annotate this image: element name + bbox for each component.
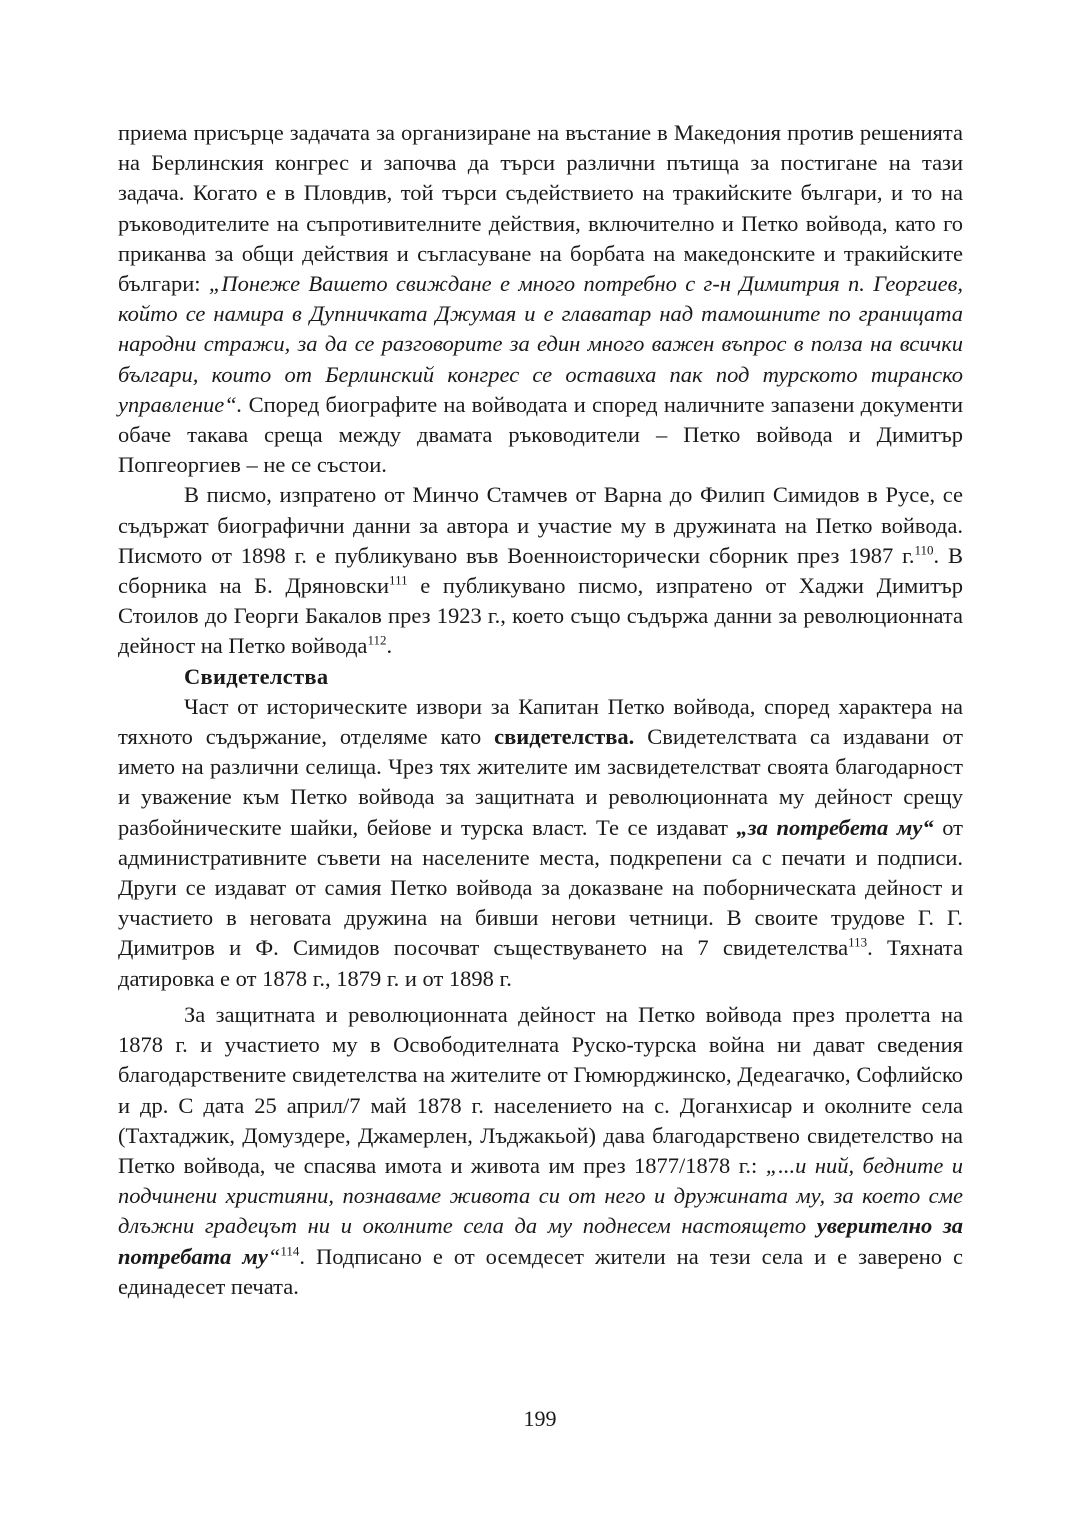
paragraph-1-text-end: Според биографите на войводата и според наличните запазени документи обаче такава среща между двамата ръководители – Петко войвода и Димитър Попгеоргиев – не се състои. — [118, 391, 963, 478]
page-body — [118, 118, 963, 1302]
paragraph-2 — [118, 480, 963, 661]
paragraph-3-text: Част от историческите извори за Капитан Петко войвода, според характера на тяхното съдържание, отделяме като — [118, 693, 963, 750]
paragraph-1 — [118, 118, 963, 480]
paragraph-3-text-4: . Тяхната датировка е от 1878 г., 1879 г. и от 1898 г. — [118, 935, 963, 991]
paragraph-3 — [118, 692, 963, 994]
footnote-ref-113: 113 — [848, 934, 868, 950]
paragraph-4-bold-quote: уверително за потребата му — [118, 1213, 963, 1269]
footnote-ref-110: 110 — [914, 542, 934, 558]
paragraph-2-text-4: . — [386, 633, 393, 659]
footnote-ref-112: 112 — [367, 632, 387, 648]
paragraph-1-quote: „Понеже Вашето свиждане е много потребно с г-н Димитрия п. Георгиев, който се намира в Дупничката Джумая и е главатар над тамошните по границата народни стражи, за да се разговорите за един много важен въпрос в полза на всички българи, които от Берлинский конгрес се оставиха пак под турското тиранско управление“. — [118, 271, 963, 417]
paragraph-4-text: За защитната и революционната дейност на Петко войвода през пролетта на 1878 г. и участието му в Освободителната Руско-турска война ни дават сведения благодарствените свидетелства на жителите от Гюмюрджинско, Дедеагачко, Софлийско и др. С дата 25 април/7 май 1878 г. населението на с. Доганхисар и околните села (Тахтаджик, Домуздере, Джамерлен, Лъджакьой) дава благодарствено свидетелство на Петко войвода, че спасява имота и живота им през 1877/1878 г.: — [118, 1001, 963, 1178]
paragraph-1-text: приема присърце задачата за организиране на въстание в Македония против решенията на Берлинския конгрес и започва да търси различни пътища за постигане на тази задача. Когато е в Пловдив, той търси съдействието на тракийските българи, и то на ръководителите на съпротивителните действия, включително и Петко войвода, като го приканва за общи действия и съгласуване на борбата на македонските и тракийските българи: — [118, 120, 963, 297]
paragraph-3-bold-italic-quote: „за потребета му“ — [736, 814, 934, 840]
page-number: 199 — [523, 1406, 557, 1431]
section-heading: Свидетелства — [184, 663, 329, 689]
paragraph-2-text-3: е публикувано писмо, изпратено от Хаджи Димитър Стоилов до Георги Бакалов през 1923 г., което също съдържа данни за революционната дейност на Петко войвода — [118, 573, 963, 659]
paragraph-3-text-2: Свидетелствата са издавани от името на различни селища. Чрез тях жителите им засвидетелстват своята благодарност и уважение към Петко войвода за защитната и революционната му дейност срещу разбойническите шайки, бейове и турска власт. Те се издават — [118, 724, 963, 840]
paragraph-4-quote-close: “ — [267, 1243, 281, 1269]
paragraph-4-quote: „...и ний, бедните и подчинени християни, познаваме живота си от него и дружината му, за което сме длъжни градецът ни и околните села да му поднесем настоящето — [118, 1152, 963, 1239]
footnote-ref-114: 114 — [280, 1243, 300, 1259]
paragraph-4-text-2: . Подписано е от осемдесет жители на тези села и е заверено с единадесет печата. — [118, 1243, 963, 1299]
paragraph-4 — [118, 1000, 963, 1302]
paragraph-2-text-2: . В сборника на Б. Дряновски — [118, 542, 963, 599]
paragraph-2-text: В писмо, изпратено от Минчо Стамчев от Варна до Филип Симидов в Русе, се съдържат биографични данни за автора и участие му в дружината на Петко войвода. Писмото от 1898 г. е публикувано във Военноисторически сборник през 1987 г. — [118, 482, 963, 568]
paragraph-3-text-3: от административните съвети на населените места, подкрепени са с печати и подписи. Други се издават от самия Петко войвода за доказване на поборническата дейност и участието в неговата дружина на бивши негови четници. В своите трудове Г. Г. Димитров и Ф. Симидов посочват съществуването на 7 свидетелства — [118, 814, 963, 961]
paragraph-3-bold-term: свидетелства. — [494, 724, 635, 750]
footnote-ref-111: 111 — [389, 572, 408, 588]
